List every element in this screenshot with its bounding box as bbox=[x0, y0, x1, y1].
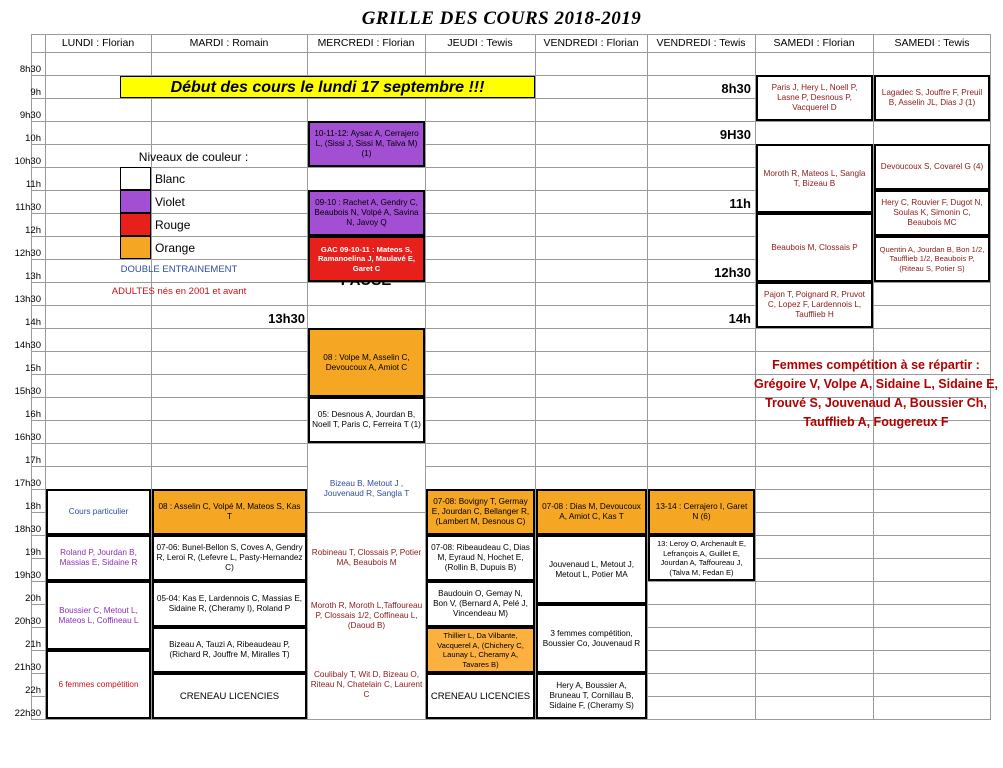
time-label: 20h bbox=[25, 593, 41, 604]
session-samedi-tewis-quentin[interactable] bbox=[874, 236, 990, 282]
session-lundi-cours-particulier[interactable] bbox=[46, 489, 151, 535]
session-text: 07-08 : Dias M, Devoucoux A, Amiot C, Kas T bbox=[542, 502, 641, 521]
time-label: 18h bbox=[25, 501, 41, 512]
session-text: Beaubois M, Clossais P bbox=[771, 242, 858, 252]
session-text: 07-08: Ribeaudeau C, Dias M, Eyraud N, Hochet E, (Rollin B, Dupuis B) bbox=[431, 543, 530, 572]
session-jeudi-07-08-b[interactable] bbox=[426, 535, 535, 581]
session-mardi-08[interactable] bbox=[152, 489, 307, 535]
femmes-competition-note bbox=[731, 356, 1003, 432]
session-text: 6 femmes compétition bbox=[58, 679, 139, 689]
session-text: 08 : Asselin C, Volpé M, Mateos S, Kas T bbox=[158, 502, 301, 521]
session-vendredi-tewis-13-14[interactable] bbox=[648, 489, 755, 535]
column-header-samedi-florian: SAMEDI : Florian bbox=[773, 37, 855, 49]
session-samedi-tewis-lagadec[interactable] bbox=[874, 75, 990, 121]
time-vendredi-tewis-1230: 12h30 bbox=[714, 265, 751, 280]
time-label: 8h30 bbox=[19, 64, 41, 75]
time-lundi-1330: 13h30 bbox=[268, 311, 305, 326]
session-mercredi-10-11-12[interactable] bbox=[308, 121, 425, 167]
session-text: Hery A, Boussier A, Bruneau T, Cornillau B, Sidaine F, (Cheramy S) bbox=[549, 681, 634, 710]
time-label: 20h30 bbox=[14, 616, 41, 627]
time-label: 12h bbox=[25, 225, 41, 236]
session-vendredi-tewis-13[interactable] bbox=[648, 535, 755, 581]
session-jeudi-creneau-licencies[interactable] bbox=[426, 673, 535, 719]
session-samedi-florian-paris[interactable] bbox=[756, 75, 873, 121]
start-banner-text: Début des cours le lundi 17 septembre !!! bbox=[170, 78, 485, 96]
session-lundi-roland[interactable] bbox=[46, 535, 151, 581]
legend-note-adultes: ADULTES nés en 2001 et avant bbox=[111, 286, 247, 297]
session-text: Devoucoux S, Covarel G (4) bbox=[880, 162, 984, 171]
column-header-jeudi: JEUDI : Tewis bbox=[447, 37, 513, 49]
time-label: 14h bbox=[25, 317, 41, 328]
session-mercredi-robineau[interactable] bbox=[308, 535, 425, 581]
session-text: Pajon T, Poignard R, Pruvot C, Lopez F, Lardennois L, Taufflieb H bbox=[764, 290, 865, 319]
session-text: 10-11-12: Aysac A, Cerrajero L, (Sissi J, Sissi M, Talva M) (1) bbox=[314, 129, 419, 158]
start-banner bbox=[120, 76, 535, 98]
session-text: Boussier C, Metout L, Mateos L, Coffineau L bbox=[58, 605, 139, 625]
time-label: 16h bbox=[25, 409, 41, 420]
column-header-lundi: LUNDI : Florian bbox=[61, 37, 135, 49]
session-mercredi-gac[interactable] bbox=[308, 236, 425, 282]
session-text: Moroth R, Mateos L, Sangla T, Bizeau B bbox=[763, 168, 866, 188]
page-title: GRILLE DES COURS 2018-2019 bbox=[361, 8, 642, 29]
session-samedi-florian-pajon[interactable] bbox=[756, 282, 873, 328]
femmes-competition-line1: Femmes compétition à se répartir : bbox=[772, 358, 980, 372]
legend-note-double-entrainement: DOUBLE ENTRAINEMENT bbox=[120, 264, 238, 275]
session-text: 13: Leroy O, Archenault E, Lefrançois A, Guillet E, Jourdan A, Taffoureau J, (Talva M, Fedan E) bbox=[656, 539, 747, 577]
time-label: 9h30 bbox=[19, 110, 41, 121]
session-mercredi-08[interactable] bbox=[308, 328, 425, 397]
column-header-vendredi-tewis: VENDREDI : Tewis bbox=[656, 37, 746, 49]
session-samedi-florian-moroth[interactable] bbox=[756, 144, 873, 213]
legend-swatch-rouge bbox=[120, 213, 151, 236]
session-mardi-bizeau[interactable] bbox=[152, 627, 307, 673]
time-label: 13h bbox=[25, 271, 41, 282]
session-mardi-creneau-licencies[interactable] bbox=[152, 673, 307, 719]
femmes-competition-line4: Taufflieb A, Fougereux F bbox=[803, 415, 949, 429]
session-mercredi-coulibaly[interactable] bbox=[308, 650, 425, 719]
time-label: 9h bbox=[30, 87, 41, 98]
session-mercredi-moroth[interactable] bbox=[308, 581, 425, 650]
session-text: 05: Desnous A, Jourdan B, Noell T, Paris C, Ferreira T (1) bbox=[312, 410, 421, 429]
session-text: CRENEAU LICENCIES bbox=[179, 690, 280, 702]
session-mercredi-05[interactable] bbox=[308, 397, 425, 443]
session-lundi-boussier[interactable] bbox=[46, 581, 151, 650]
femmes-competition-line3: Trouvé S, Jouvenaud A, Boussier Ch, bbox=[765, 396, 987, 410]
time-label: 21h30 bbox=[14, 662, 41, 673]
time-label: 15h bbox=[25, 363, 41, 374]
column-header-vendredi-florian: VENDREDI : Florian bbox=[543, 37, 639, 49]
time-label: 16h30 bbox=[14, 432, 41, 443]
session-text: Coulibaly T, Wit D, Bizeau O, Riteau N, Chatelain C, Laurent C bbox=[310, 669, 423, 699]
legend-title: Niveaux de couleur : bbox=[138, 150, 249, 164]
time-label: 14h30 bbox=[14, 340, 41, 351]
legend-swatch-blanc bbox=[120, 167, 151, 190]
session-text-part1: 3 femmes compétition, Boussier Co, Jouvenaud R bbox=[542, 628, 641, 648]
session-jeudi-baudouin[interactable] bbox=[426, 581, 535, 627]
session-samedi-florian-beaubois[interactable] bbox=[756, 213, 873, 282]
time-vendredi-tewis-830: 8h30 bbox=[721, 81, 751, 96]
column-header-mardi: MARDI : Romain bbox=[189, 37, 269, 49]
time-label: 11h30 bbox=[15, 202, 41, 213]
time-label: 17h bbox=[25, 455, 41, 466]
session-vendredi-florian-07-08[interactable] bbox=[536, 489, 647, 535]
session-mardi-07-06[interactable] bbox=[152, 535, 307, 581]
time-label: 10h bbox=[25, 133, 41, 144]
session-mardi-05-04[interactable] bbox=[152, 581, 307, 627]
session-text: 07-08: Bovigny T, Germay E, Jourdan C, Bellanger R, (Lambert M, Desnous C) bbox=[431, 497, 530, 526]
femmes-competition-line2: Grégoire V, Volpe A, Sidaine L, Sidaine E, bbox=[753, 377, 999, 391]
session-samedi-tewis-hery[interactable] bbox=[874, 190, 990, 236]
session-text: 09-10 : Rachet A, Gendry C, Beaubois N, Volpé A, Savina N, Javoy Q bbox=[314, 198, 419, 227]
session-text: Baudouin O, Gemay N, Bon V, (Bernard A, Pelé J, Vincendeau M) bbox=[433, 589, 528, 618]
session-text: Bizeau A, Tauzi A, Ribeaudeau P, (Richard R, Jouffre M, Miralles T) bbox=[169, 640, 290, 659]
session-vendredi-florian-3-femmes[interactable] bbox=[536, 604, 647, 673]
session-text: 13-14 : Cerrajero I, Garet N (6) bbox=[655, 502, 748, 521]
time-label: 18h30 bbox=[14, 524, 41, 535]
legend-swatch-orange bbox=[120, 236, 151, 259]
session-text: 08 : Volpe M, Asselin C, Devoucoux A, Amiot C bbox=[323, 352, 410, 372]
legend-label-violet: Violet bbox=[155, 195, 185, 209]
session-text: Thillier L, Da Vilbante, Vacquerel A, (Chichery C, Launay L, Cheramy A, Tavares B) bbox=[437, 631, 524, 669]
time-label: 11h bbox=[25, 179, 41, 190]
session-text: Roland P, Jourdan B, Massias E, Sidaine R bbox=[59, 548, 138, 567]
session-text: Hery C, Rouvier F, Dugot N, Soulas K, Simonin C, Beaubois MC bbox=[881, 198, 983, 227]
column-header-samedi-tewis: SAMEDI : Tewis bbox=[894, 37, 970, 49]
session-samedi-tewis-devoucoux[interactable] bbox=[874, 144, 990, 190]
time-vendredi-tewis-930: 9H30 bbox=[719, 127, 751, 142]
time-label: 12h30 bbox=[14, 248, 41, 259]
session-text: CRENEAU LICENCIES bbox=[430, 690, 531, 702]
time-label: 17h30 bbox=[14, 478, 41, 489]
session-text: Moroth R, Moroth L,Taffoureau P, Clossais 1/2, Coffineau L, (Daoud B) bbox=[310, 600, 423, 630]
session-vendredi-florian-jouvenaud[interactable] bbox=[536, 535, 647, 604]
time-label: 19h30 bbox=[14, 570, 41, 581]
session-text: Lagadec S, Jouffre F, Preuil B, Asselin JL, Dias J (1) bbox=[881, 88, 983, 107]
time-vendredi-tewis-11h: 11h bbox=[729, 196, 751, 211]
session-text: Robineau T, Clossais P, Potier MA, Beaubois M bbox=[311, 548, 422, 567]
session-text: 05-04: Kas E, Lardennois C, Massias E, Sidaine R, (Cheramy I), Roland P bbox=[156, 594, 303, 613]
session-vendredi-florian-hery[interactable] bbox=[536, 673, 647, 719]
column-header-mercredi: MERCREDI : Florian bbox=[317, 37, 415, 49]
session-text: Paris J, Hery L, Noell P, Lasne P, Desnous P, Vacquerel D bbox=[771, 83, 858, 112]
time-vendredi-tewis-14h: 14h bbox=[728, 311, 751, 326]
time-label: 22h bbox=[25, 685, 41, 696]
session-text: Jouvenaud L, Metout J, Metout L, Potier MA bbox=[548, 559, 635, 579]
time-label: 21h bbox=[25, 639, 41, 650]
session-mercredi-09-10[interactable] bbox=[308, 190, 425, 236]
session-text: Bizeau B, Metout J , Jouvenaud R, Sangla T bbox=[323, 479, 410, 498]
session-text bbox=[540, 629, 643, 649]
session-mercredi-bizeau[interactable] bbox=[308, 466, 425, 512]
session-text: GAC 09-10-11 : Mateos S, Ramanoelina J, Maulavé E, Garet C bbox=[317, 244, 416, 273]
session-text: Quentin A, Jourdan B, Bon 1/2, Taufflieb 1/2, Beaubois P, (Riteau S, Potier S) bbox=[879, 244, 985, 273]
legend-label-blanc: Blanc bbox=[155, 172, 186, 186]
session-jeudi-07-08-a[interactable] bbox=[426, 489, 535, 535]
time-label: 10h30 bbox=[14, 156, 41, 167]
legend-label-rouge: Rouge bbox=[155, 218, 191, 232]
time-label: 15h30 bbox=[14, 386, 41, 397]
legend-swatch-violet bbox=[120, 190, 151, 213]
time-label: 19h bbox=[25, 547, 41, 558]
session-lundi-6-femmes[interactable] bbox=[46, 650, 151, 719]
time-label: 22h30 bbox=[14, 708, 41, 719]
session-text: 07-06: Bunel-Bellon S, Coves A, Gendry R, Leroi R, (Lefevre L, Pasty-Hernandez C) bbox=[156, 543, 303, 572]
session-text: Cours particulier bbox=[68, 507, 129, 516]
session-jeudi-thillier[interactable] bbox=[426, 627, 535, 673]
legend-label-orange: Orange bbox=[155, 241, 196, 255]
time-label: 13h30 bbox=[14, 294, 41, 305]
